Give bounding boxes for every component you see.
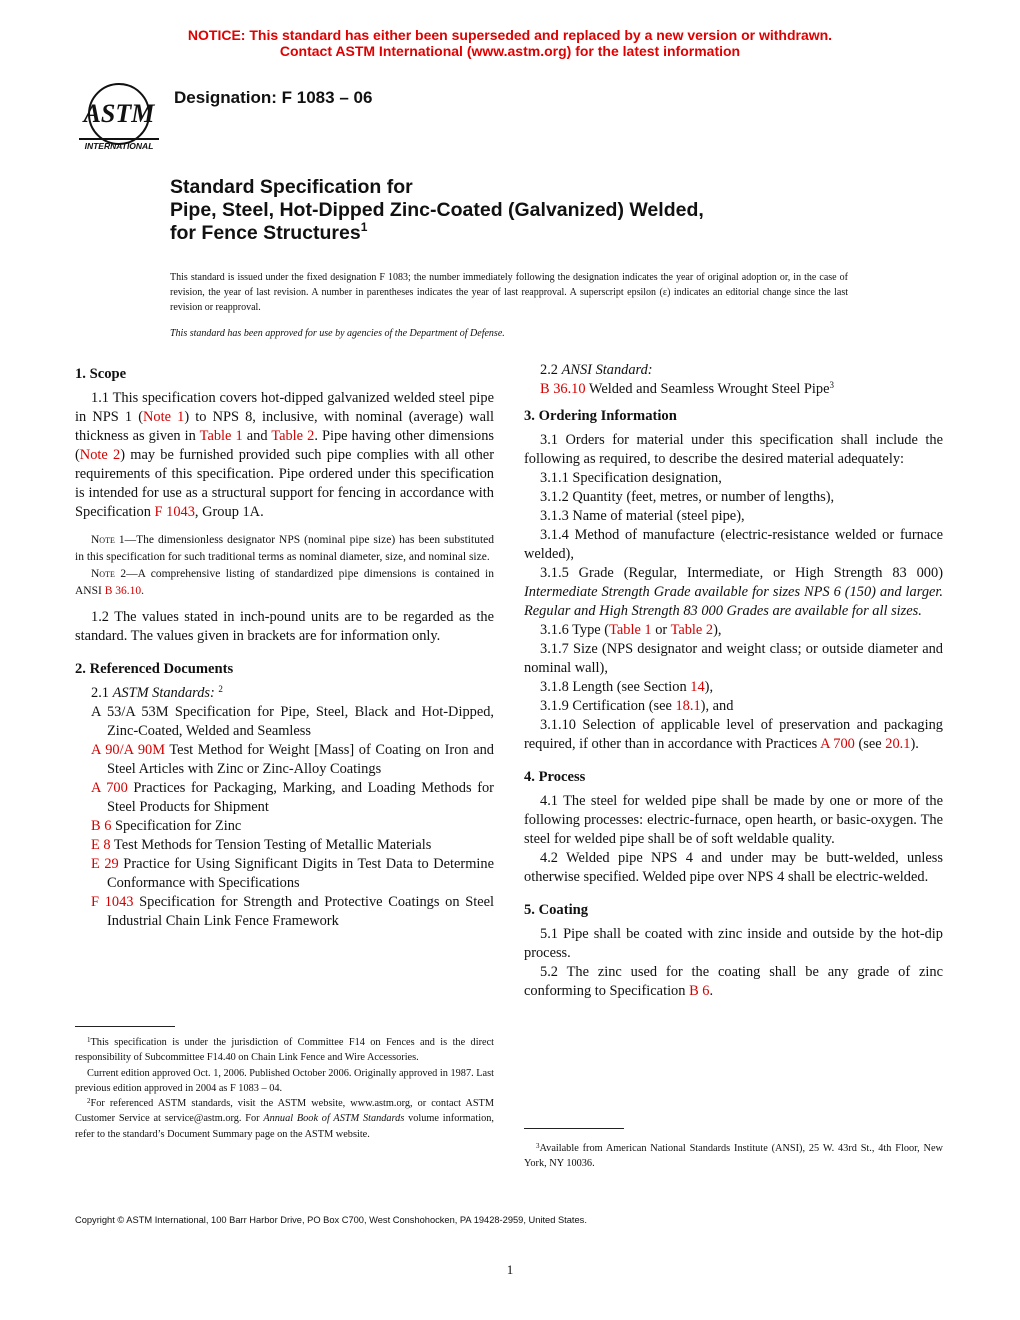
notice-line-1: NOTICE: This standard has either been superseded and replaced by a new version or withdrawn. xyxy=(187,27,833,43)
right-column xyxy=(524,361,943,1001)
section-3-heading: 3. Ordering Information xyxy=(524,408,677,424)
item-3-1-3: 3.1.3 Name of material (steel pipe), xyxy=(540,508,745,524)
reference-title: Specification for Pipe, Steel, Black and Hot-Dipped, Zinc-Coated, Welded and Seamless xyxy=(107,704,495,739)
section-5-heading: 5. Coating xyxy=(524,902,589,918)
title-line-3 xyxy=(170,222,950,245)
link-ansi-b36-10[interactable]: B 36.10 xyxy=(540,381,586,397)
reference-code[interactable]: E 8 xyxy=(91,837,111,853)
paragraph-3-1: 3.1 Orders for material under this specification shall include the following as required, to describe the desired material adequately: xyxy=(524,432,943,467)
paragraph-5-1: 5.1 Pipe shall be coated with zinc inside and outside by the hot-dip process. xyxy=(524,926,943,961)
item-3-1-4: 3.1.4 Method of manufacture (electric-resistance welded or furnace welded), xyxy=(524,527,943,562)
paragraph-5-2: 5.2 The zinc used for the coating shall be any grade of zinc conforming to Specification B 6. xyxy=(524,964,943,999)
footnote-1: $^1$This specification is under the jurisdiction of Committee F14 on Fences and is the direct responsibility of Subcommittee F14.40 on Chain Link Fence and Wire Accessories. xyxy=(75,1036,494,1064)
link-18-1[interactable]: 18.1 xyxy=(675,698,701,714)
reference-item xyxy=(91,836,494,855)
notice-line-2: Contact ASTM International (www.astm.org) for the latest information xyxy=(279,43,741,59)
section-2-heading: 2. Referenced Documents xyxy=(75,661,234,677)
link-20-1[interactable]: 20.1 xyxy=(885,736,911,752)
footnotes-right xyxy=(524,1128,943,1172)
note-1: Note 1—The dimensionless designator NPS (nominal pipe size) has been substituted in this specification for such traditional terms as nominal diameter, size, and nominal size. xyxy=(75,534,494,563)
title-line-2: Pipe, Steel, Hot-Dipped Zinc-Coated (Galvanized) Welded, xyxy=(170,199,704,221)
withdrawal-notice xyxy=(0,27,1020,59)
reference-title: Test Methods for Tension Testing of Metallic Materials xyxy=(110,837,432,853)
item-3-1-5: 3.1.5 Grade (Regular, Intermediate, or High Strength 83 000) Intermediate Strength Grade available for sizes NPS 6 (150) and larger. Regular and High Strength 83 000 Grades are available for all sizes. xyxy=(524,565,943,619)
reference-item xyxy=(91,779,494,817)
copyright-line: Copyright © ASTM International, 100 Barr Harbor Drive, PO Box C700, West Conshohocken, PA 19428-2959, United States. xyxy=(75,1215,587,1225)
link-table-2[interactable]: Table 2 xyxy=(271,428,315,444)
note-2: Note 2—A comprehensive listing of standardized pipe dimensions is contained in ANSI B 36.10. xyxy=(75,568,494,597)
footnote-2: $^2$For referenced ASTM standards, visit the ASTM website, www.astm.org, or contact ASTM Customer Service at service@astm.org. For Annual Book of ASTM Standards volume information, refer to the standard’s Document Summary page on the ASTM website. xyxy=(75,1097,494,1140)
astm-logo-icon xyxy=(74,76,164,152)
item-3-1-2: 3.1.2 Quantity (feet, metres, or number of lengths), xyxy=(540,489,835,505)
logo-letters: ASTM xyxy=(83,99,155,128)
reference-item xyxy=(91,893,494,931)
item-3-1-9: 3.1.9 Certification (see 18.1), and xyxy=(540,698,734,714)
link-b36-10[interactable]: B 36.10 xyxy=(104,585,142,597)
reference-item xyxy=(91,703,494,741)
link-table-2[interactable]: Table 2 xyxy=(670,622,714,638)
dod-approval-note: This standard has been approved for use by agencies of the Department of Defense. xyxy=(170,328,505,339)
section-4-heading: 4. Process xyxy=(524,769,586,785)
footnote-3: $^3$Available from American National Standards Institute (ANSI), 25 W. 43rd St., 4th Floor, New York, NY 10036. xyxy=(524,1142,943,1170)
link-table-1[interactable]: Table 1 xyxy=(609,622,652,638)
item-3-1-1: 3.1.1 Specification designation, xyxy=(540,470,722,486)
footnote-divider xyxy=(524,1128,624,1129)
document-title xyxy=(170,176,950,245)
logo-subtitle: INTERNATIONAL xyxy=(84,141,154,151)
item-3-1-6: 3.1.6 Type (Table 1 or Table 2), xyxy=(540,622,722,638)
reference-title: Practice for Using Significant Digits in Test Data to Determine Conformance with Specifications xyxy=(107,856,494,891)
reference-item xyxy=(91,741,494,779)
ansi-reference: B 36.10 Welded and Seamless Wrought Steel Pipe$^3$ xyxy=(540,380,835,397)
item-3-1-10: 3.1.10 Selection of applicable level of preservation and packaging required, if other than in accordance with Practices A 700 (see 20.1). xyxy=(524,717,943,752)
footnote-1-edition: Current edition approved Oct. 1, 2006. Published October 2006. Originally approved in 1987. Last previous edition approved in 2004 as F 1083 – 04. xyxy=(75,1067,494,1094)
designation: Designation: F 1083 – 06 xyxy=(174,88,373,107)
reference-code[interactable]: F 1043 xyxy=(91,894,134,910)
reference-code[interactable]: A 700 xyxy=(91,780,128,796)
link-a700[interactable]: A 700 xyxy=(820,736,855,752)
item-3-1-7: 3.1.7 Size (NPS designator and weight class; or outside diameter and nominal wall), xyxy=(524,641,943,676)
link-b6[interactable]: B 6 xyxy=(689,983,710,999)
page-number: 1 xyxy=(506,1262,514,1277)
intro-paragraph: This standard is issued under the fixed designation F 1083; the number immediately following the designation indicates the year of original adoption or, in the case of revision, the year of last revision. A number in parentheses indicates the year of last reapproval. A superscript epsilon (ε) indicates an editorial change since the last revision or reapproval. xyxy=(170,272,848,313)
footnotes-left xyxy=(75,1026,494,1142)
title-footnote-mark[interactable]: 1 xyxy=(360,220,368,234)
link-note-2[interactable]: Note 2 xyxy=(79,447,121,463)
link-f1043[interactable]: F 1043 xyxy=(154,504,195,520)
title-line-1: Standard Specification for xyxy=(170,176,413,198)
paragraph-4-1: 4.1 The steel for welded pipe shall be made by one or more of the following processes: electric-furnace, open hearth, or basic-oxygen. The steel for welded pipe shall be of soft weldable quality. xyxy=(524,793,943,847)
reference-title: Practices for Packaging, Marking, and Loading Methods for Steel Products for Shipment xyxy=(107,780,494,815)
reference-title: Specification for Zinc xyxy=(111,818,242,834)
paragraph-4-2: 4.2 Welded pipe NPS 4 and under may be butt-welded, unless otherwise specified. Welded pipe over NPS 4 shall be electric-welded. xyxy=(524,850,943,885)
reference-code: A 53/A 53M xyxy=(91,704,169,720)
reference-title: Test Method for Weight [Mass] of Coating on Iron and Steel Articles with Zinc or Zinc-Alloy Coatings xyxy=(107,742,494,777)
link-section-14[interactable]: 14 xyxy=(690,679,705,695)
reference-code[interactable]: B 6 xyxy=(91,818,112,834)
link-table-1[interactable]: Table 1 xyxy=(199,428,243,444)
reference-code[interactable]: A 90/A 90M xyxy=(91,742,166,758)
reference-code[interactable]: E 29 xyxy=(91,856,119,872)
referenced-standards-list xyxy=(75,703,494,931)
section-1-heading: 1. Scope xyxy=(75,366,127,382)
reference-item xyxy=(91,855,494,893)
reference-item xyxy=(91,817,494,836)
footnote-divider xyxy=(75,1026,175,1027)
paragraph-2-2: 2.2 ANSI Standard: xyxy=(540,362,653,378)
paragraph-2-1: 2.1 ASTM Standards: $^2$ xyxy=(91,684,223,701)
paragraph-1-1: 1.1 This specification covers hot-dipped galvanized welded steel pipe in NPS 1 (Note 1) to NPS 8, inclusive, with nominal (average) wall thickness as given in Table 1 and Table 2. Pipe having other dimensions (Note 2) may be furnished provided such pipe complies with all other requirements of this specification. Pipe ordered under this specification is intended for use as a structural support for fencing in accordance with Specification F 1043, Group 1A. xyxy=(75,390,495,520)
reference-title: Specification for Strength and Protective Coatings on Steel Industrial Chain Link Fence Framework xyxy=(107,894,494,929)
left-column xyxy=(75,361,494,931)
link-note-1[interactable]: Note 1 xyxy=(143,409,185,425)
item-3-1-8: 3.1.8 Length (see Section 14), xyxy=(540,679,714,695)
paragraph-1-2: 1.2 The values stated in inch-pound units are to be regarded as the standard. The values given in brackets are for information only. xyxy=(75,609,494,644)
title-line-3-text: for Fence Structures xyxy=(170,222,361,244)
